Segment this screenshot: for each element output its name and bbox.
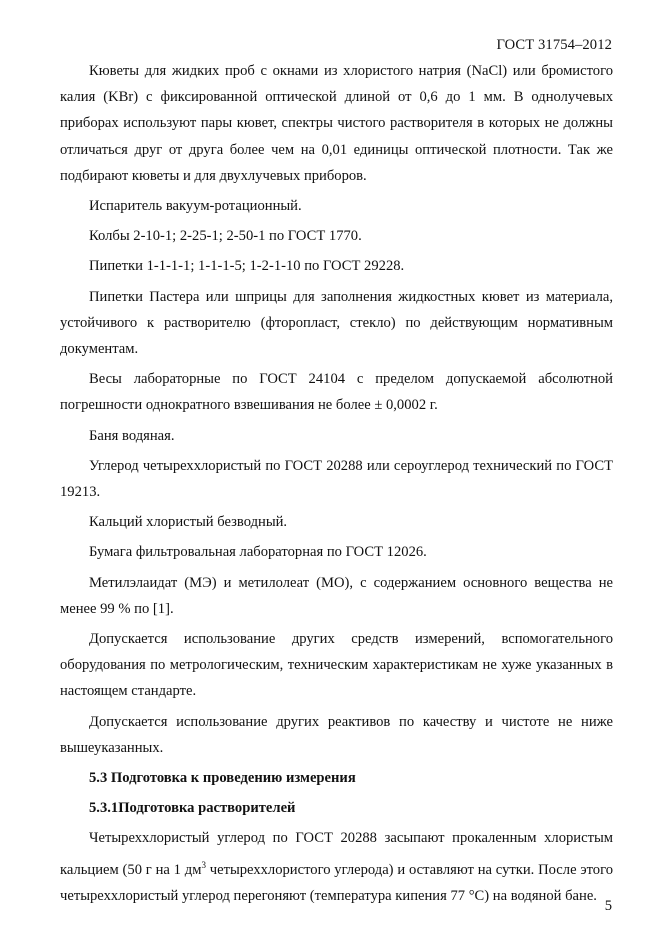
paragraph-pipettes: Пипетки 1-1-1-1; 1-1-1-5; 1-2-1-10 по ГОСТ 29228. (89, 258, 405, 275)
paragraph-methyl-esters: Метилэлаидат (МЭ) и метилолеат (МО), с содержанием основного вещества не менее 99 % по [1]. (60, 574, 613, 617)
solvent-text-part-1: Четыреххлористый углерод по ГОСТ 20288 засыпают прокаленным хлористым кальцием (50 г на 1 дм (60, 830, 613, 878)
paragraph-cuvettes: Кюветы для жидких проб с окнами из хлористого натрия (NaCl) или бромистого калия (KBr) с фиксированной оптической длиной от 0,6 до 1 мм. В однолучевых приборах используют пары кювет, спектры чистого растворителя в которых не должны отличаться друг от друга более чем на 0,01 единицы оптической плотности. Так же подбирают кюветы и для двухлучевых приборов. (60, 63, 613, 184)
paragraph-pasteur-pipettes: Пипетки Пастера или шприцы для заполнения жидкостных кювет из материала, устойчивого к растворителю (фторопласт, стекло) по действующим нормативным документам. (60, 288, 613, 358)
standard-header: ГОСТ 31754–2012 (496, 37, 612, 53)
solvent-text-part-2: четыреххлористого углерода) и оставляют на сутки. После этого четыреххлористый углерод перегоняют (температура кипения 77 °С) на водяной бане. (60, 861, 614, 904)
superscript-cube: 3 (201, 859, 206, 870)
paragraph-other-reagents: Допускается использование других реактивов по качеству и чистоте не ниже вышеуказанных. (60, 713, 613, 756)
document-body (60, 58, 613, 909)
paragraph-evaporator: Испаритель вакуум-ротационный. (89, 198, 302, 215)
paragraph-calcium-chloride: Кальций хлористый безводный. (89, 514, 288, 531)
page-number: 5 (604, 898, 612, 914)
paragraph-other-instruments: Допускается использование других средств измерений, вспомогательного оборудования по метрологическим, техническим характеристикам не хуже указанных в настоящем стандарте. (60, 631, 613, 700)
paragraph-scales: Весы лабораторные по ГОСТ 24104 с пределом допускаемой абсолютной погрешности однократного взвешивания не более ± 0,0002 г. (60, 371, 613, 414)
paragraph-water-bath: Баня водяная. (89, 427, 175, 444)
paragraph-filter-paper: Бумага фильтровальная лабораторная по ГОСТ 12026. (89, 544, 427, 561)
paragraph-flasks: Колбы 2-10-1; 2-25-1; 2-50-1 по ГОСТ 1770. (89, 228, 362, 245)
paragraph-solvent-preparation (60, 825, 613, 909)
paragraph-carbon-tetrachloride: Углерод четыреххлористый по ГОСТ 20288 или сероуглерод технический по ГОСТ 19213. (60, 457, 613, 501)
section-heading: 5.3 Подготовка к проведению измерения (89, 770, 356, 787)
subsection-heading: 5.3.1Подготовка растворителей (89, 800, 296, 817)
